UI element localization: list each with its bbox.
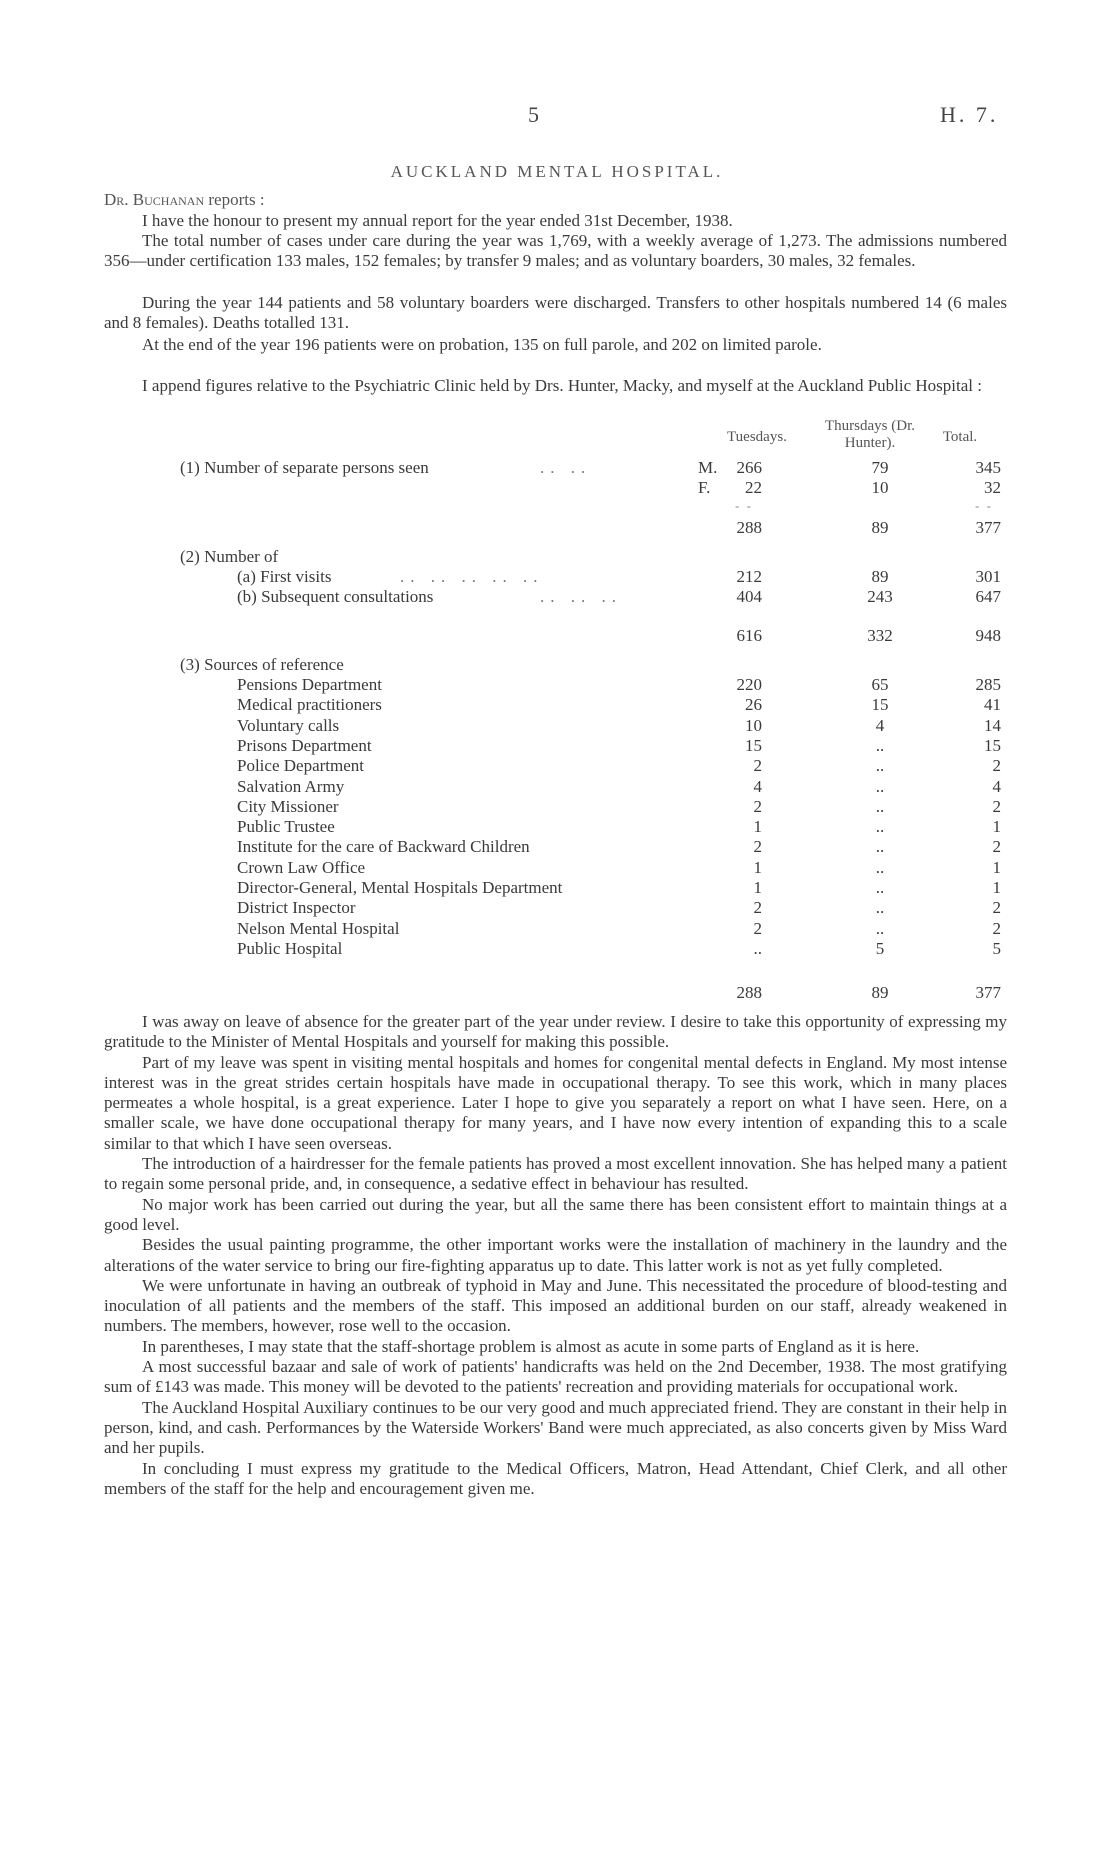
body-paragraph: In concluding I must express my gratitude to the Medical Officers, Matron, Head Attendant, Chief Clerk, and all other members of the staff for the help and encouragement given me.	[104, 1458, 1007, 1498]
cell-thursdays: ..	[875, 776, 885, 796]
table-row	[0, 736, 1114, 756]
cell-total: 285	[975, 675, 1001, 694]
column-header-total: Total.	[942, 429, 978, 445]
cell-thursdays: 332	[867, 626, 893, 645]
cell-tuesdays: 22	[745, 478, 762, 497]
table-row	[0, 478, 1114, 498]
subtotal-row	[0, 626, 1114, 646]
cell-total: 41	[984, 695, 1001, 715]
row-label: Pensions Department	[237, 675, 382, 694]
body-paragraph: The introduction of a hairdresser for the female patients has proved a most excellent innovation. She has helped many a patient to regain some personal pride, and, in consequence, a sedative effect in behaviour has resulted.	[104, 1154, 1007, 1194]
subtotal-row	[0, 983, 1114, 1003]
cell-total: 1	[992, 878, 1001, 897]
row-label: Police Department	[237, 756, 364, 776]
body-paragraph: Besides the usual painting programme, the other important works were the installation of machinery in the laundry and the alterations of the water service to bring our fire-fighting apparatus up to date. This latter work is not as yet fully completed.	[104, 1235, 1007, 1275]
table-row	[0, 817, 1114, 837]
cell-tuesdays: 15	[745, 735, 762, 755]
cell-total: 4	[992, 776, 1001, 796]
rule-line: - -	[975, 498, 993, 513]
cell-total: 15	[984, 735, 1001, 755]
page-number: 5	[528, 102, 539, 127]
row-label: Director-General, Mental Hospitals Department	[237, 878, 563, 897]
intro-paragraph: I have the honour to present my annual report for the year ended 31st December, 1938.	[142, 211, 733, 230]
body-paragraph: No major work has been carried out during the year, but all the same there has been consistent effort to maintain things at a good level.	[104, 1194, 1007, 1234]
section-heading: AUCKLAND MENTAL HOSPITAL.	[390, 162, 724, 181]
leader-dots: .. .. ..	[540, 587, 622, 606]
table-row	[0, 458, 1114, 478]
cell-tuesdays: 4	[753, 776, 762, 796]
cell-thursdays: ..	[875, 796, 885, 816]
section-label-row	[0, 547, 1114, 567]
row-label: Nelson Mental Hospital	[237, 918, 400, 938]
cell-tuesdays: 1	[753, 857, 762, 877]
table-row	[0, 939, 1114, 959]
cell-total: 377	[975, 983, 1001, 1002]
cell-total: 2	[992, 837, 1001, 857]
report-body	[104, 1012, 1007, 1499]
table-row	[0, 695, 1114, 715]
cell-thursdays: 79	[871, 458, 889, 477]
row-label: Public Trustee	[237, 817, 335, 837]
cell-thursdays: ..	[875, 898, 885, 918]
row-label: Prisons Department	[237, 735, 372, 755]
leader-dots: .. .. .. .. ..	[400, 567, 544, 586]
intro-paragraph: I append figures relative to the Psychiatric Clinic held by Drs. Hunter, Macky, and myself at the Auckland Public Hospital :	[142, 376, 982, 395]
cell-thursdays: ..	[875, 837, 885, 857]
table-row	[0, 837, 1114, 857]
table-row	[0, 777, 1114, 797]
cell-thursdays: 243	[867, 587, 893, 606]
cell-thursdays: 89	[871, 567, 889, 586]
column-header-tuesdays: Tuesdays.	[727, 429, 787, 445]
section-label-row	[0, 655, 1114, 675]
cell-total: 345	[975, 458, 1001, 477]
body-paragraph: We were unfortunate in having an outbreak of typhoid in May and June. This necessitated the procedure of blood-testing and inoculation of all patients and the members of the staff. This imposed an additional burden on our staff, already weakened in numbers. The members, however, rose well to the occasion.	[104, 1275, 1007, 1336]
cell-total: 948	[975, 626, 1001, 645]
cell-tuesdays: 2	[753, 918, 762, 938]
intro-paragraph: During the year 144 patients and 58 voluntary boarders were discharged. Transfers to other hospitals numbered 14 (6 males and 8 females). Deaths totalled 131.	[104, 293, 1007, 332]
row-label: Public Hospital	[237, 938, 343, 958]
document-reference: H. 7.	[940, 102, 999, 127]
cell-total: 14	[984, 715, 1001, 735]
cell-total: 647	[975, 587, 1001, 606]
row-label: (b) Subsequent consultations	[237, 587, 434, 606]
body-paragraph: The Auckland Hospital Auxiliary continues to be our very good and much appreciated friend. They are constant in their help in person, kind, and cash. Performances by the Waterside Workers' Band were much appreciated, as also concerts given by Miss Ward and her pupils.	[104, 1397, 1007, 1458]
table-row	[0, 797, 1114, 817]
leader-dots: .. ..	[540, 458, 592, 477]
cell-thursdays: ..	[875, 817, 885, 837]
cell-total: 1	[992, 817, 1001, 837]
cell-tuesdays: 212	[736, 567, 762, 586]
cell-thursdays: 65	[871, 675, 889, 694]
cell-tuesdays: 404	[736, 587, 762, 606]
cell-thursdays: 15	[871, 695, 889, 715]
cell-tuesdays: 266	[736, 458, 762, 477]
table-row	[0, 858, 1114, 878]
table-row	[0, 587, 1114, 607]
body-paragraph: I was away on leave of absence for the greater part of the year under review. I desire to take this opportunity of expressing my gratitude to the Minister of Mental Hospitals and yourself for making this possible.	[104, 1012, 1007, 1052]
cell-thursdays: 5	[875, 938, 885, 958]
reporter-name: Dr. Buchanan	[104, 190, 205, 209]
row-label: (3) Sources of reference	[180, 655, 344, 674]
body-paragraph: A most successful bazaar and sale of work of patients' handicrafts was held on the 2nd December, 1938. The most gratifying sum of £143 was made. This money will be devoted to the patients' recreation and providing materials for occupational work.	[104, 1357, 1007, 1397]
cell-total: 377	[975, 518, 1001, 537]
cell-tuesdays: 10	[745, 715, 762, 735]
cell-tuesdays: 1	[753, 817, 762, 837]
row-label: Crown Law Office	[237, 857, 366, 877]
cell-tuesdays: 1	[753, 878, 762, 897]
cell-tuesdays: 288	[736, 518, 762, 537]
reporter-verb: reports :	[208, 190, 265, 209]
column-header-thursdays: Thursdays (Dr. Hunter).	[825, 418, 915, 451]
cell-total: 2	[992, 756, 1001, 776]
table-row	[0, 756, 1114, 776]
cell-tuesdays: ..	[753, 938, 762, 958]
cell-thursdays: 89	[871, 983, 889, 1002]
row-label: (1) Number of separate persons seen	[180, 458, 429, 477]
row-label: (a) First visits	[237, 567, 332, 586]
body-paragraph: Part of my leave was spent in visiting mental hospitals and homes for congenital mental defects in England. My most intense interest was in the great strides certain hospitals have made in occupational therapy. To see this work, which in many places permeates a whole hospital, is a great experience. Later I hope to give you separately a report on what I have seen. Here, on a smaller scale, we have done occupational therapy for many years, and I have now every intention of expanding this to a scale similar to that which I have seen overseas.	[104, 1052, 1007, 1153]
rule-line: - -	[735, 498, 753, 513]
cell-tuesdays: 26	[745, 695, 762, 715]
cell-tuesdays: 2	[753, 898, 762, 918]
table-row	[0, 919, 1114, 939]
row-label: Salvation Army	[237, 776, 345, 796]
cell-thursdays: ..	[875, 878, 885, 897]
cell-total: 2	[992, 796, 1001, 816]
cell-total: 5	[992, 938, 1001, 958]
row-label: (2) Number of	[180, 547, 279, 566]
cell-tuesdays: 2	[753, 796, 762, 816]
row-label: City Missioner	[237, 796, 339, 816]
cell-thursdays: ..	[875, 857, 885, 877]
cell-thursdays: ..	[875, 756, 885, 776]
cell-thursdays: 10	[871, 478, 889, 497]
intro-paragraph: At the end of the year 196 patients were on probation, 135 on full parole, and 202 on limited parole.	[142, 335, 822, 354]
cell-total: 301	[975, 567, 1001, 586]
cell-tuesdays: 2	[753, 756, 762, 776]
body-paragraph: In parentheses, I may state that the staff-shortage problem is almost as acute in some parts of England as it is here.	[142, 1336, 920, 1356]
table-row	[0, 898, 1114, 918]
row-label: Voluntary calls	[237, 715, 340, 735]
intro-paragraph: The total number of cases under care during the year was 1,769, with a weekly average of 1,273. The admissions numbered 356—under certification 133 males, 152 females; by transfer 9 males; and as voluntary boarders, 30 males, 32 females.	[104, 231, 1007, 270]
cell-tuesdays: 616	[736, 626, 762, 645]
cell-total: 2	[992, 898, 1001, 918]
table-row	[0, 716, 1114, 736]
row-label: District Inspector	[237, 898, 356, 918]
cell-thursdays: 4	[875, 715, 885, 735]
table-row	[0, 567, 1114, 587]
cell-thursdays: ..	[875, 918, 885, 938]
cell-thursdays: 89	[871, 518, 889, 537]
reporter-line	[104, 190, 265, 210]
cell-tuesdays: 288	[736, 983, 762, 1002]
cell-thursdays: ..	[875, 735, 885, 755]
subtotal-row	[0, 518, 1114, 538]
sex-label: F.	[698, 478, 711, 497]
row-label: Medical practitioners	[237, 695, 382, 715]
table-row	[0, 675, 1114, 695]
sex-label: M.	[698, 458, 718, 477]
table-row	[0, 878, 1114, 898]
cell-total: 2	[992, 918, 1001, 938]
cell-total: 32	[984, 478, 1001, 497]
cell-tuesdays: 2	[753, 837, 762, 857]
row-label: Institute for the care of Backward Children	[237, 837, 530, 857]
cell-total: 1	[992, 857, 1001, 877]
cell-tuesdays: 220	[736, 675, 762, 694]
